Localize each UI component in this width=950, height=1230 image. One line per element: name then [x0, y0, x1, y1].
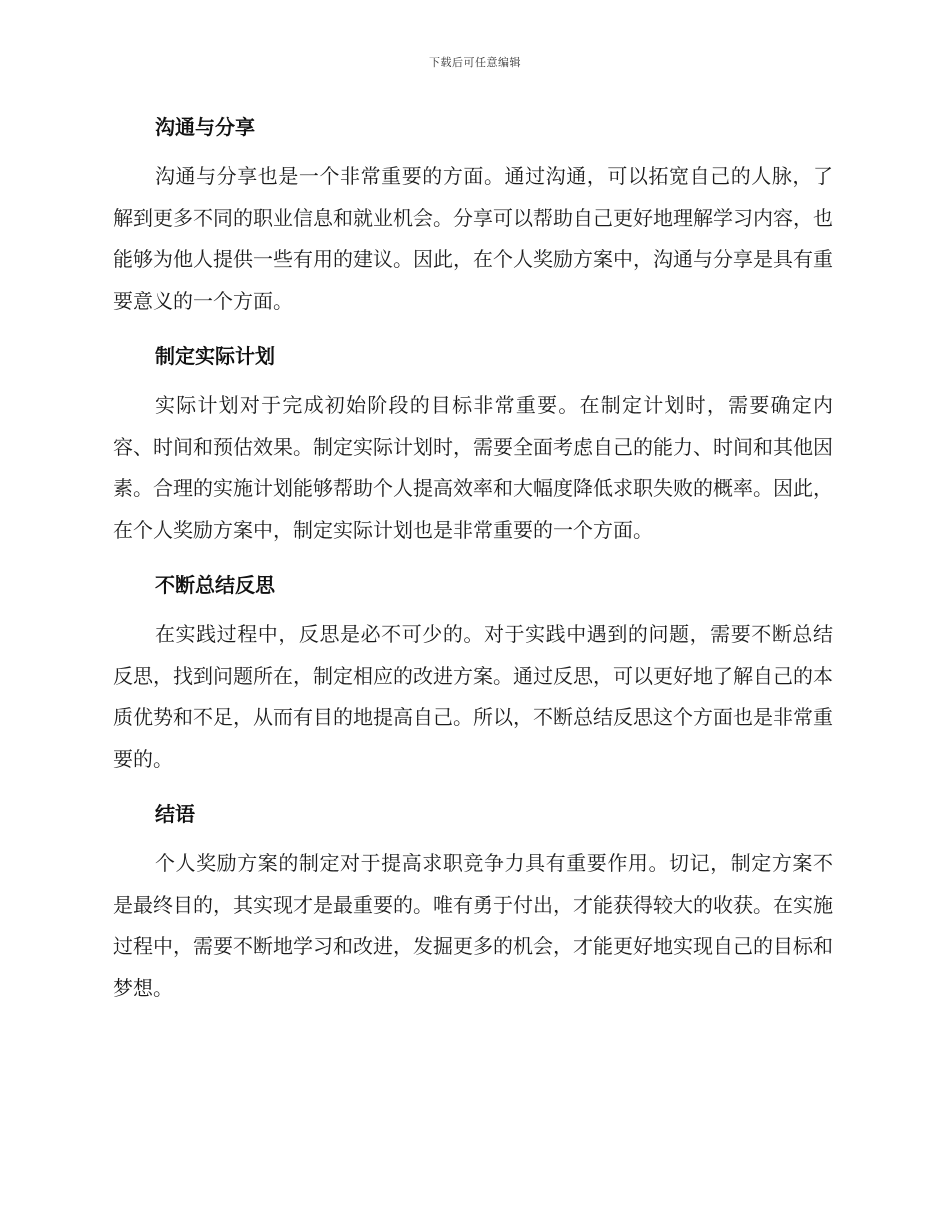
section-heading: 沟通与分享: [155, 115, 255, 139]
document-body: [113, 108, 833, 1024]
section-heading: 结语: [155, 802, 195, 826]
page-header-note: 下载后可任意编辑: [429, 56, 521, 69]
section-heading: 不断总结反思: [155, 573, 275, 597]
section-plan: [113, 337, 833, 551]
section-paragraph: 沟通与分享也是一个非常重要的方面。通过沟通，可以拓宽自己的人脉，了解到更多不同的职业信息和就业机会。分享可以帮助自己更好地理解学习内容，也能够为他人提供一些有用的建议。因此，在个人奖励方案中，沟通与分享是具有重要意义的一个方面。: [113, 164, 833, 313]
section-conclusion: [113, 795, 833, 1009]
section-paragraph: 在实践过程中，反思是必不可少的。对于实践中遇到的问题，需要不断总结反思，找到问题所在，制定相应的改进方案。通过反思，可以更好地了解自己的本质优势和不足，从而有目的地提高自己。所以，不断总结反思这个方面也是非常重要的。: [113, 622, 833, 771]
section-paragraph: 实际计划对于完成初始阶段的目标非常重要。在制定计划时，需要确定内容、时间和预估效果。制定实际计划时，需要全面考虑自己的能力、时间和其他因素。合理的实施计划能够帮助个人提高效率和大幅度降低求职失败的概率。因此，在个人奖励方案中，制定实际计划也是非常重要的一个方面。: [113, 393, 833, 542]
section-reflection: [113, 566, 833, 780]
section-communication: [113, 108, 833, 322]
section-heading: 制定实际计划: [155, 344, 275, 368]
section-paragraph: 个人奖励方案的制定对于提高求职竞争力具有重要作用。切记，制定方案不是最终目的，其实现才是最重要的。唯有勇于付出，才能获得较大的收获。在实施过程中，需要不断地学习和改进，发掘更多的机会，才能更好地实现自己的目标和梦想。: [113, 851, 833, 1000]
